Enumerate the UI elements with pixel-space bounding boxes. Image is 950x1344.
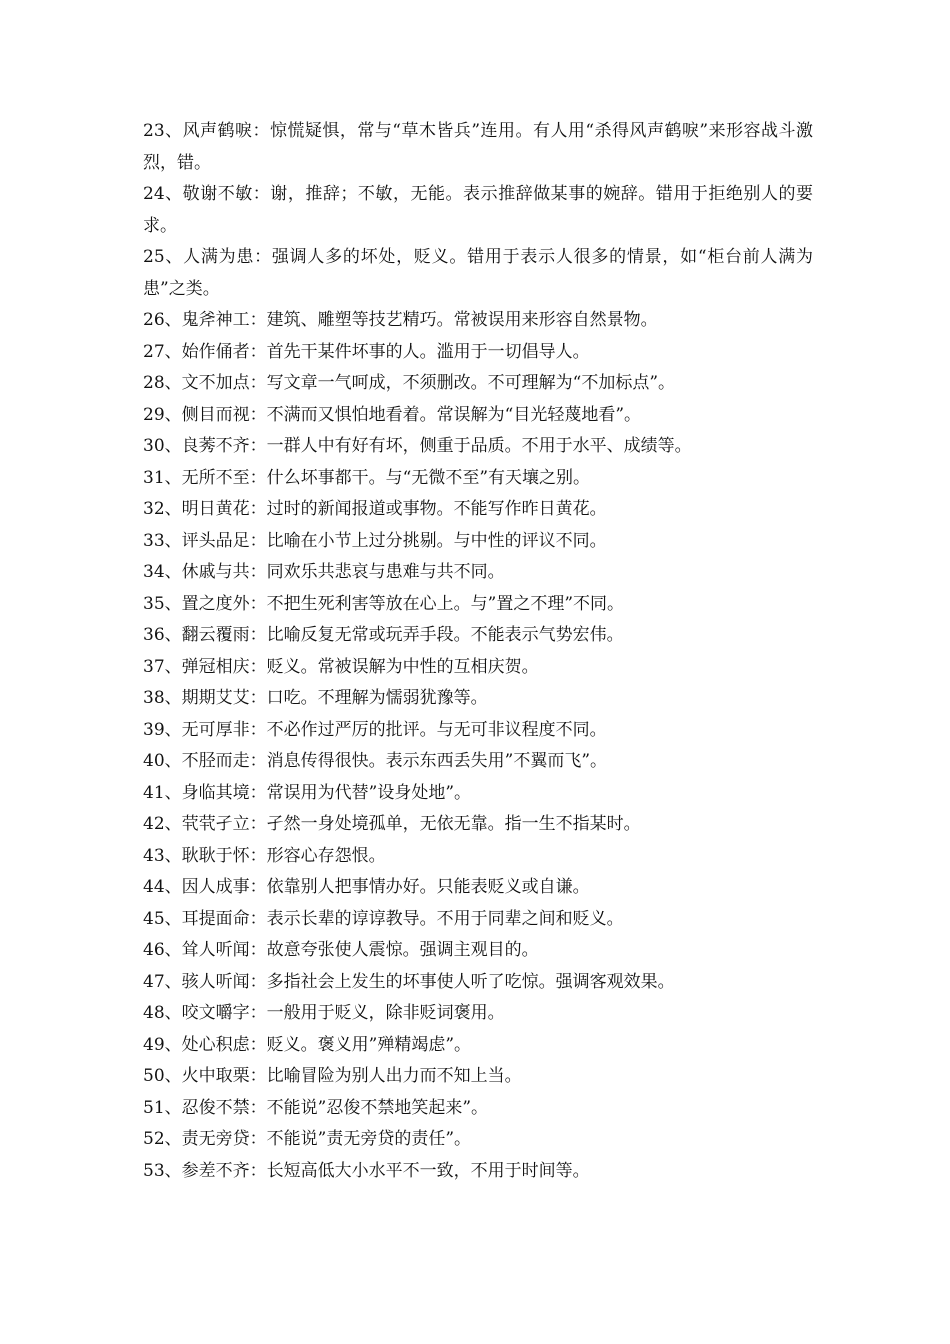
idiom-entry-31: 31、无所不至：什么坏事都干。与“无微不至”有天壤之别。 — [143, 467, 591, 488]
idiom-entry-28: 28、文不加点：写文章一气呵成，不须删改。不可理解为“不加标点”。 — [143, 373, 676, 393]
idiom-entry-35: 35、置之度外：不把生死利害等放在心上。与”置之不理”不同。 — [143, 593, 625, 614]
idiom-entry-43: 43、耿耿于怀：形容心存怨恨。 — [143, 845, 386, 866]
idiom-entry-40: 40、不胫而走：消息传得很快。表示东西丢失用”不翼而飞”。 — [143, 751, 608, 771]
idiom-entry-29: 29、侧目而视：不满而又惧怕地看着。常误解为“目光轻蔑地看”。 — [143, 404, 642, 425]
idiom-entry-26: 26、鬼斧神工：建筑、雕塑等技艺精巧。常被误用来形容自然景物。 — [143, 310, 658, 330]
idiom-entry-39: 39、无可厚非：不必作过严厉的批评。与无可非议程度不同。 — [143, 719, 607, 740]
idiom-entry-36: 36、翻云覆雨：比喻反复无常或玩弄手段。不能表示气势宏伟。 — [143, 625, 624, 645]
idiom-entry-32: 32、明日黄花：过时的新闻报道或事物。不能写作昨日黄花。 — [143, 499, 607, 519]
idiom-entry-41: 41、身临其境：常误用为代替”设身处地”。 — [143, 782, 472, 803]
idiom-entry-34: 34、休戚与共：同欢乐共悲哀与患难与共不同。 — [143, 562, 505, 582]
idiom-entry-25: 25、人满为患：强调人多的坏处，贬义。错用于表示人很多的情景，如“柜台前人满为患”之类。 — [143, 247, 813, 299]
idiom-entry-30: 30、良莠不齐：一群人中有好有坏，侧重于品质。不用于水平、成绩等。 — [143, 436, 692, 456]
idiom-entry-44: 44、因人成事：依靠别人把事情办好。只能表贬义或自谦。 — [143, 877, 590, 897]
idiom-entry-42: 42、茕茕孑立：孑然一身处境孤单，无依无靠。指一生不指某时。 — [143, 814, 641, 834]
idiom-entry-33: 33、评头品足：比喻在小节上过分挑剔。与中性的评议不同。 — [143, 530, 607, 551]
idiom-entry-53: 53、参差不齐：长短高低大小水平不一致，不用于时间等。 — [143, 1160, 590, 1181]
idiom-entry-52: 52、责无旁贷：不能说”责无旁贷的责任”。 — [143, 1129, 472, 1149]
idiom-entry-50: 50、火中取栗：比喻冒险为别人出力而不知上当。 — [143, 1066, 522, 1086]
idiom-entry-45: 45、耳提面命：表示长辈的谆谆教导。不用于同辈之间和贬义。 — [143, 908, 624, 929]
idiom-entry-47: 47、骇人听闻：多指社会上发生的坏事使人听了吃惊。强调客观效果。 — [143, 971, 675, 992]
idiom-entry-23: 23、风声鹤唳：惊慌疑惧，常与“草木皆兵”连用。有人用“杀得风声鹤唳”来形容战斗激烈，错。 — [143, 121, 813, 173]
idiom-entry-46: 46、耸人听闻：故意夸张使人震惊。强调主观目的。 — [143, 940, 539, 960]
idiom-entry-48: 48、咬文嚼字：一般用于贬义，除非贬词褒用。 — [143, 1003, 505, 1023]
idiom-entry-24: 24、敬谢不敏：谢，推辞；不敏，无能。表示推辞做某事的婉辞。错用于拒绝别人的要求。 — [143, 184, 813, 236]
idiom-list — [143, 116, 813, 1187]
idiom-entry-51: 51、忍俊不禁：不能说”忍俊不禁地笑起来”。 — [143, 1097, 489, 1118]
idiom-entry-37: 37、弹冠相庆：贬义。常被误解为中性的互相庆贺。 — [143, 656, 539, 677]
idiom-entry-49: 49、处心积虑：贬义。褒义用”殚精竭虑”。 — [143, 1034, 472, 1055]
idiom-entry-27: 27、始作俑者：首先干某件坏事的人。滥用于一切倡导人。 — [143, 341, 590, 362]
idiom-entry-38: 38、期期艾艾：口吃。不理解为懦弱犹豫等。 — [143, 688, 488, 708]
